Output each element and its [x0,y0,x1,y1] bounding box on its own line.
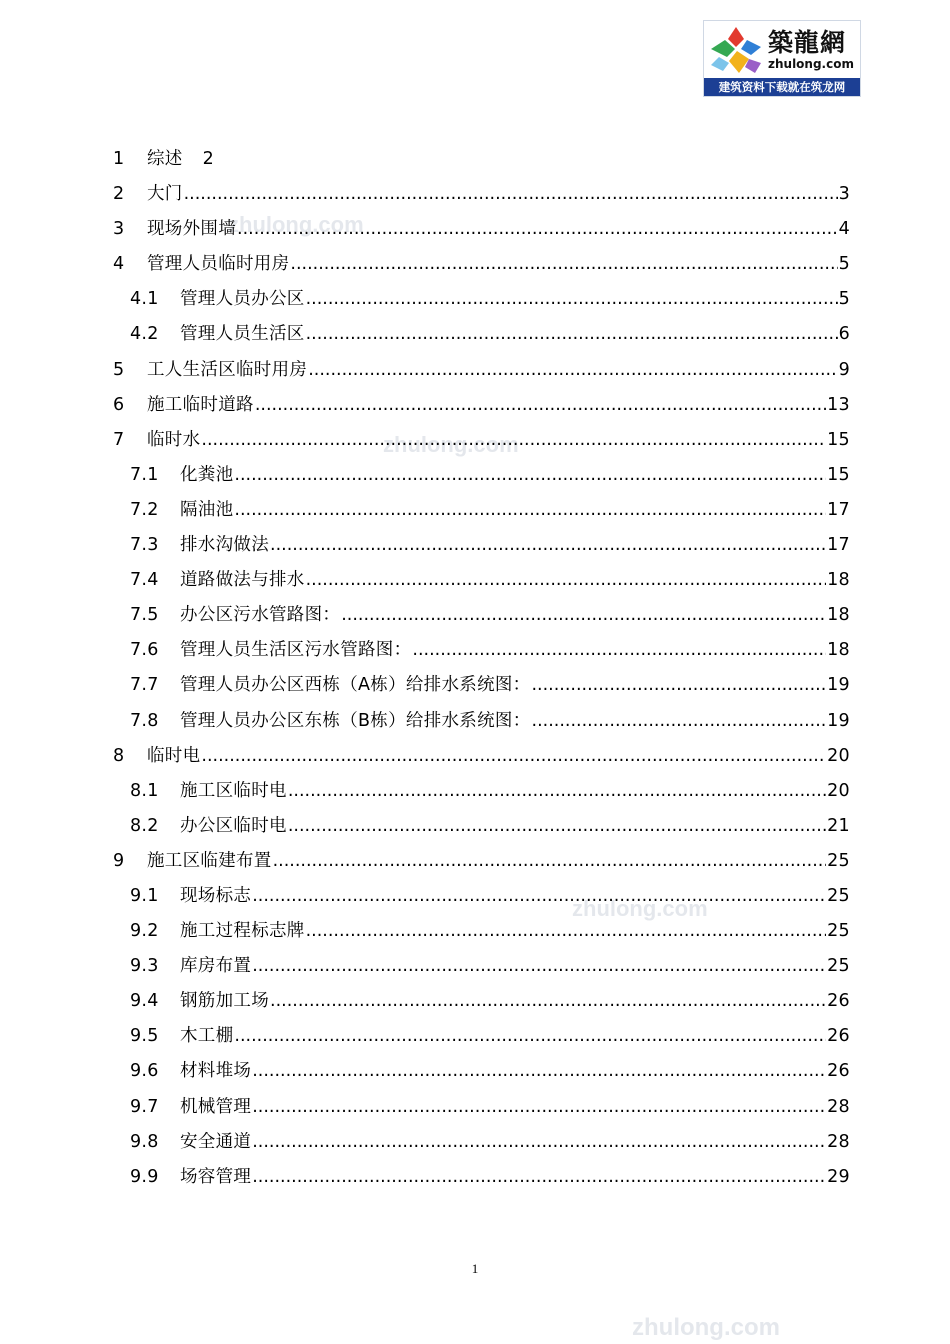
toc-entry-page: 2 [202,149,215,169]
toc-entry-page: 20 [827,745,850,766]
toc-entry-page: 26 [827,1061,850,1082]
toc-dot-leader [252,1167,826,1187]
toc-entry-title: 现场标志 [180,885,252,906]
toc-entry-title: 化粪池 [180,464,234,485]
toc-entry-title: 管理人员办公区东栋（B栋）给排水系统图： [180,710,531,731]
toc-entry-title: 施工区临建布置 [147,850,272,871]
toc-entry[interactable] [113,636,850,671]
toc-entry[interactable] [113,285,850,320]
toc-entry-title: 现场外围墙 [147,219,236,240]
toc-entry[interactable] [113,1128,850,1163]
toc-entry-number: 1 [113,149,125,169]
toc-entry-page: 19 [827,675,850,696]
toc-entry-number: 8.1 [130,780,159,801]
toc-entry-page: 25 [827,885,850,906]
toc-entry-number: 8 [113,745,125,766]
toc-dot-leader [201,430,826,450]
toc-dot-leader [531,675,826,695]
zhulong-logo [703,20,861,97]
logo-domain: zhulong.com [768,57,854,71]
toc-entry[interactable] [113,742,850,777]
toc-entry-page: 20 [827,780,850,801]
toc-dot-leader [273,851,827,871]
toc-entry-page: 5 [838,254,850,275]
toc-dot-leader [252,886,826,906]
logo-slogan: 建筑资料下载就在筑龙网 [704,78,860,96]
toc-entry-title: 施工临时道路 [147,394,254,415]
toc-entry[interactable] [113,847,850,882]
watermark: zhulong.com [632,1314,780,1341]
toc-entry-page: 5 [838,289,850,310]
toc-entry[interactable] [113,426,850,461]
toc-entry-number: 4 [113,254,125,275]
toc-entry[interactable] [113,917,850,952]
toc-entry-page: 6 [838,324,850,345]
toc-entry-page: 3 [838,184,850,205]
toc-entry[interactable] [113,882,850,917]
toc-entry-number: 9.4 [130,991,159,1012]
toc-entry-number: 7 [113,429,125,450]
watermark: zhulong.com [383,432,519,457]
toc-entry-page: 29 [827,1166,850,1187]
toc-entry-number: 3 [113,219,125,240]
toc-entry-number: 7.5 [130,605,159,626]
toc-entry-number: 9.9 [130,1166,159,1187]
toc-entry-title: 工人生活区临时用房 [147,359,308,380]
toc-dot-leader [290,254,837,274]
toc-entry-title: 综述 [147,149,183,169]
toc-dot-leader [341,605,826,625]
toc-dot-leader [234,1026,826,1046]
toc-entry-title: 大门 [147,184,183,205]
toc-entry-number: 7.8 [130,710,159,731]
toc-entry[interactable] [113,987,850,1022]
toc-dot-leader [234,465,826,485]
toc-dot-leader [237,219,838,239]
toc-dot-leader [288,781,826,801]
toc-dot-leader [412,640,826,660]
toc-dot-leader [252,1061,826,1081]
toc-dot-leader [234,500,826,520]
zhulong-logo-icon [707,25,765,77]
toc-entry-page: 15 [827,429,850,450]
toc-dot-leader [252,1097,826,1117]
toc-entry-page: 25 [827,956,850,977]
toc-entry-number: 9.7 [130,1096,159,1117]
toc-entry-page: 15 [827,464,850,485]
toc-entry[interactable] [113,356,850,391]
toc-entry[interactable] [113,601,850,636]
toc-entry[interactable] [113,777,850,812]
toc-entry-title: 木工棚 [180,1026,234,1047]
toc-entry[interactable] [113,215,850,250]
toc-entry-title: 钢筋加工场 [180,991,269,1012]
toc-entry-number: 6 [113,394,125,415]
toc-dot-leader [255,395,826,415]
toc-entry[interactable] [113,1022,850,1057]
toc-entry-page: 25 [827,921,850,942]
toc-entry-number: 9 [113,850,125,871]
toc-entry[interactable] [113,1093,850,1128]
watermark: zhulong.com [228,212,364,237]
toc-entry-title: 管理人员临时用房 [147,254,290,275]
toc-entry[interactable] [113,671,850,706]
toc-entry-number: 2 [113,184,125,205]
logo-chinese-name: 築龍網 [768,28,847,57]
toc-entry-title: 办公区临时电 [180,815,287,836]
toc-entry[interactable] [113,1057,850,1092]
toc-entry-title: 隔油池 [180,499,234,520]
table-of-contents [113,145,850,1198]
toc-entry-page: 13 [827,394,850,415]
toc-entry-number: 9.5 [130,1026,159,1047]
toc-entry-number: 5 [113,359,125,380]
toc-entry-page: 21 [827,815,850,836]
toc-dot-leader [252,1132,826,1152]
toc-entry-page: 18 [827,605,850,626]
toc-dot-leader [270,991,826,1011]
toc-entry-title: 排水沟做法 [180,535,269,556]
toc-entry[interactable] [113,145,850,180]
toc-entry[interactable] [113,707,850,742]
toc-entry-title: 机械管理 [180,1096,252,1117]
toc-dot-leader [306,921,827,941]
toc-entry[interactable] [113,250,850,285]
watermark: zhulong.com [572,896,708,921]
toc-entry-title: 道路做法与排水 [180,570,305,591]
toc-entry-number: 4.2 [130,324,159,345]
toc-entry-number: 7.1 [130,464,159,485]
toc-entry-page: 25 [827,850,850,871]
toc-dot-leader [270,535,826,555]
toc-entry[interactable] [113,320,850,355]
toc-entry-title: 临时水 [147,429,201,450]
toc-entry-title: 施工过程标志牌 [180,921,305,942]
toc-entry-page: 4 [838,219,850,240]
toc-entry-title: 管理人员生活区 [180,324,305,345]
toc-entry[interactable] [113,566,850,601]
toc-entry-number: 9.6 [130,1061,159,1082]
toc-entry-title: 管理人员生活区污水管路图： [180,640,412,661]
toc-entry-title: 办公区污水管路图： [180,605,341,626]
toc-entry-page: 28 [827,1131,850,1152]
toc-entry-title: 安全通道 [180,1131,252,1152]
toc-entry[interactable] [113,391,850,426]
toc-entry-page: 18 [827,570,850,591]
toc-entry-title: 库房布置 [180,956,252,977]
toc-entry[interactable] [113,531,850,566]
toc-dot-leader [308,360,837,380]
toc-entry-title: 管理人员办公区西栋（A栋）给排水系统图： [180,675,531,696]
toc-entry[interactable] [113,180,850,215]
toc-entry-page: 19 [827,710,850,731]
toc-entry-number: 9.2 [130,921,159,942]
toc-entry-number: 7.7 [130,675,159,696]
toc-dot-leader [532,711,827,731]
page-number: 1 [471,1261,479,1276]
toc-entry-number: 7.6 [130,640,159,661]
toc-entry-title: 场容管理 [180,1166,252,1187]
toc-entry-number: 7.3 [130,535,159,556]
toc-entry-page: 17 [827,499,850,520]
toc-entry-number: 9.1 [130,885,159,906]
toc-dot-leader [288,816,826,836]
toc-entry-title: 临时电 [147,745,201,766]
toc-dot-leader [252,956,826,976]
toc-entry[interactable] [113,496,850,531]
toc-entry-title: 材料堆场 [180,1061,252,1082]
toc-entry-page: 18 [827,640,850,661]
toc-entry[interactable] [113,1163,850,1198]
toc-entry-number: 9.3 [130,956,159,977]
toc-dot-leader [306,324,838,344]
toc-entry[interactable] [113,812,850,847]
toc-entry-number: 9.8 [130,1131,159,1152]
toc-entry-page: 26 [827,991,850,1012]
toc-entry-title: 管理人员办公区 [180,289,305,310]
toc-dot-leader [184,184,838,204]
toc-entry-number: 7.4 [130,570,159,591]
toc-entry-page: 17 [827,535,850,556]
toc-entry-title: 施工区临时电 [180,780,287,801]
toc-entry-number: 4.1 [130,289,159,310]
toc-entry[interactable] [113,461,850,496]
toc-entry[interactable] [113,952,850,987]
toc-entry-page: 9 [838,359,850,380]
toc-dot-leader [306,289,838,309]
toc-entry-page: 28 [827,1096,850,1117]
toc-entry-number: 7.2 [130,499,159,520]
toc-dot-leader [306,570,827,590]
toc-dot-leader [201,746,826,766]
toc-entry-number: 8.2 [130,815,159,836]
toc-entry-page: 26 [827,1026,850,1047]
